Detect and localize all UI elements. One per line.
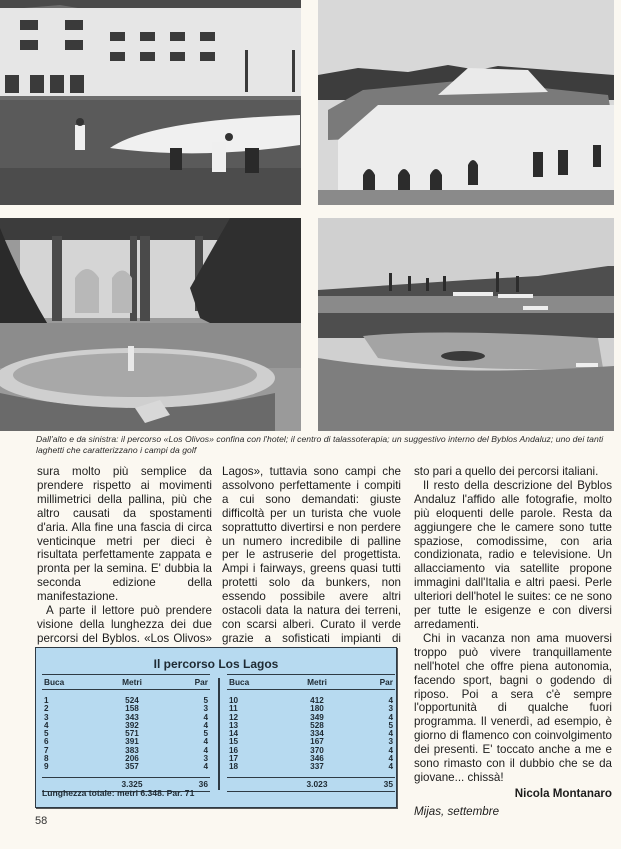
photo-courtyard-fountain (0, 218, 301, 431)
header-buca: Buca (44, 677, 65, 687)
cell-metri: 346 (310, 754, 324, 764)
cell-metri: 206 (125, 754, 139, 764)
cell-par: 5 (203, 696, 208, 705)
cell-par: 3 (203, 754, 208, 764)
cell-par: 3 (388, 737, 393, 747)
cell-metri: 524 (125, 696, 139, 705)
cell-buca: 17 (229, 754, 239, 764)
cell-par: 3 (388, 704, 393, 714)
cell-metri: 392 (125, 720, 139, 730)
paragraph: Il resto della descrizione del Byblos Andaluz l'affido alle fotografie, molto più eloquenti delle parole. Resta da aggiungere che le camere sono tutte spaziose, comodissime, con aria condizionata, radio e televisione. Un allacciamento via satellite propone immagini dall'Italia e altri paesi. Perle ulteriori dell'hotel le suites: ce ne sono per tutte le esigenze e con diversi arredamenti. (414, 478, 612, 631)
cell-metri: 167 (310, 737, 324, 747)
total-metri: 3.023 (306, 778, 328, 789)
header-par: Par (194, 677, 208, 687)
cell-buca: 18 (229, 762, 239, 772)
header-buca: Buca (229, 677, 250, 687)
cell-par: 4 (388, 729, 393, 739)
photo-golf-course-hotel (0, 0, 301, 205)
paragraph: sto pari a quello dei percorsi italiani. (414, 465, 599, 478)
cell-buca: 12 (229, 712, 239, 722)
cell-par: 4 (203, 737, 208, 747)
cell-par: 4 (203, 745, 208, 755)
photo-golf-lake (318, 218, 614, 431)
table-row (227, 763, 395, 771)
cell-par: 4 (203, 762, 208, 772)
cell-buca: 15 (229, 737, 239, 747)
cell-par: 4 (388, 712, 393, 722)
cell-par: 4 (388, 762, 393, 772)
cell-metri: 383 (125, 745, 139, 755)
cell-par: 5 (388, 720, 393, 730)
front-nine-table (42, 674, 210, 792)
cell-par: 4 (203, 712, 208, 722)
cell-par: 4 (388, 696, 393, 705)
paragraph: sura molto più semplice da prendere rispetto ai movimenti millimetrici della pallina, più che altro causati da spostamenti d'aria. Alla fine una fascia di circa venticinque metri per dieci è risultata perfettamente zappata e pronta per la semina. E' dubbia la seconda edizione della manifestazione. (37, 465, 212, 604)
cell-buca: 10 (229, 696, 239, 705)
total-length: Lunghezza totale: metri 6.348. Par. 71 (42, 788, 195, 798)
cell-metri: 349 (310, 712, 324, 722)
cell-buca: 6 (44, 737, 49, 747)
cell-metri: 180 (310, 704, 324, 714)
cell-metri: 334 (310, 729, 324, 739)
cell-metri: 412 (310, 696, 324, 705)
header-par: Par (379, 677, 393, 687)
back-nine-table (227, 674, 395, 792)
article-column-3 (414, 465, 612, 819)
header-metri: Metri (122, 677, 142, 687)
cell-buca: 5 (44, 729, 49, 739)
cell-buca: 4 (44, 720, 49, 730)
paragraph: Chi in vacanza non ama muoversi troppo può vivere tranquillamente nell'hotel che offre piena autonomia, facendo sport, bagni o godendo di riposo. Poi a sera c'è sempre l'opportunità di qualche fuori programma. Il venerdì, ad esempio, è giorno di flamenco con coinvolgimento dei presenti. E' toccato anche a me e sono rimasto con il dubbio che se da giovane... chissà! (414, 631, 612, 784)
article-column-1 (37, 465, 212, 660)
cell-par: 4 (388, 745, 393, 755)
table-divider (218, 678, 220, 790)
cell-par: 3 (203, 704, 208, 714)
cell-buca: 9 (44, 762, 49, 772)
cell-buca: 8 (44, 754, 49, 764)
total-par: 36 (198, 778, 208, 789)
cell-buca: 14 (229, 729, 239, 739)
cell-buca: 1 (44, 696, 49, 705)
cell-metri: 391 (125, 737, 139, 747)
paragraph: A parte il lettore può prendere visione della lunghezza dei due percorsi del Byblos. «Los Olivos» (37, 604, 212, 645)
table-row (42, 763, 210, 771)
photo-thalassotherapy-center (318, 0, 614, 205)
cell-buca: 7 (44, 745, 49, 755)
back-nine-rows (227, 697, 395, 772)
photo-caption: Dall'alto e da sinistra: il percorso «Los Olivos» confina con l'hotel; il centro di talassoterapia; un suggestivo interno del Byblos Andaluz; uno dei tanti laghetti che caratterizzano i campi da golf (36, 434, 604, 455)
article-column-2 (222, 465, 401, 660)
cell-metri: 158 (125, 704, 139, 714)
front-nine-rows (42, 697, 210, 772)
author-signature: Nicola Montanaro (514, 786, 612, 800)
header-metri: Metri (307, 677, 327, 687)
table-header (42, 674, 210, 690)
paragraph: Lagos», tuttavia sono campi che assolvono perfettamente i compiti a cui sono demandati: giuste difficoltà per un turista che vuole soprattutto divertirsi e non perdere un numero incredibile di palline per le astruserie del progettista. Ampi i fairways, greens quasi tutti protetti solo da bunkers, non essendo possibile avere altri ostacoli data la natura dei terreni, con scarsi alberi. Curato il verde grazie a sofisticati impianti di (222, 465, 401, 645)
dateline: Mijas, settembre (414, 804, 500, 818)
cell-metri: 571 (125, 729, 139, 739)
course-table (35, 647, 397, 808)
back-nine-total (227, 777, 395, 792)
cell-buca: 11 (229, 704, 238, 714)
table-header (227, 674, 395, 690)
cell-buca: 16 (229, 745, 239, 755)
table-title: Il percorso Los Lagos (153, 657, 279, 671)
cell-par: 4 (388, 754, 393, 764)
page-number: 58 (35, 815, 48, 827)
total-metri: 3.325 (121, 778, 143, 789)
cell-metri: 343 (125, 712, 139, 722)
cell-buca: 3 (44, 712, 49, 722)
cell-par: 4 (203, 720, 208, 730)
cell-metri: 528 (310, 720, 324, 730)
cell-par: 5 (203, 729, 208, 739)
cell-metri: 357 (125, 762, 139, 772)
cell-buca: 13 (229, 720, 239, 730)
cell-metri: 370 (310, 745, 324, 755)
cell-buca: 2 (44, 704, 49, 714)
cell-metri: 337 (310, 762, 324, 772)
total-par: 35 (383, 778, 393, 789)
